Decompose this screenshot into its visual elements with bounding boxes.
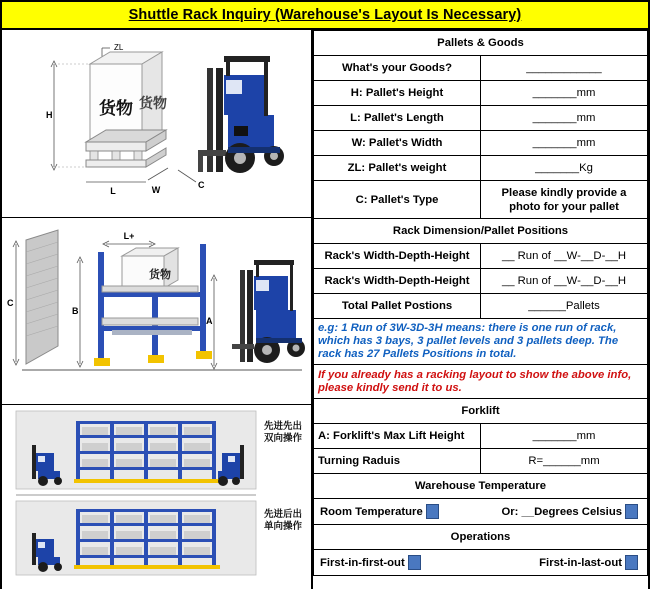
layout-request-note: If you already has a racking layout to show the above info, please kindly send it to us.: [314, 365, 648, 399]
svg-text:ZL: ZL: [114, 43, 124, 52]
svg-text:C: C: [7, 298, 14, 308]
operations-heading: Operations: [314, 525, 648, 550]
rack-dimension-heading: Rack Dimension/Pallet Positions: [314, 219, 648, 244]
turning-radius-label: Turning Raduis: [314, 449, 481, 474]
table-row: [314, 550, 648, 576]
pallet-height-label: H: Pallet's Height: [314, 81, 481, 106]
form-title-bar: [2, 2, 648, 30]
table-row: [314, 499, 648, 525]
total-pallet-positions-value[interactable]: ______Pallets: [481, 294, 648, 319]
section-header-pallets-goods: [314, 31, 648, 56]
svg-text:双向操作: 双向操作: [264, 433, 303, 444]
pallet-diagram: [2, 30, 311, 218]
room-temperature-checkbox[interactable]: [426, 504, 439, 519]
table-row: [314, 244, 648, 269]
celsius-checkbox[interactable]: [625, 504, 638, 519]
table-row: [314, 449, 648, 474]
table-row: [314, 294, 648, 319]
note-row-blue: [314, 319, 648, 365]
svg-text:C: C: [198, 180, 205, 190]
form-column: [313, 30, 648, 589]
operation-diagram: [2, 405, 311, 589]
page-title: Shuttle Rack Inquiry (Warehouse's Layout Is Necessary): [128, 7, 522, 23]
pallet-weight-label: ZL: Pallet's weight: [314, 156, 481, 181]
filo-checkbox[interactable]: [625, 555, 638, 570]
table-row: [314, 56, 648, 81]
forklift-lift-height-value[interactable]: _______mm: [481, 424, 648, 449]
inquiry-table: [313, 30, 648, 576]
svg-text:L+: L+: [123, 231, 135, 241]
table-row: [314, 156, 648, 181]
goods-value[interactable]: ____________: [481, 56, 648, 81]
total-pallet-positions-label: Total Pallet Postions: [314, 294, 481, 319]
pallets-goods-heading: Pallets & Goods: [314, 31, 648, 56]
operations-row-cell: [314, 550, 648, 576]
svg-text:货物: 货物: [99, 99, 133, 119]
pallet-weight-value[interactable]: _______Kg: [481, 156, 648, 181]
rack-diagram: [2, 218, 311, 405]
rack-example-note: e.g: 1 Run of 3W-3D-3H means: there is one run of rack, which has 3 bays, 3 pallet levels and 3 pallets deep. The rack has 27 Pallets Positions in total.: [314, 319, 648, 365]
goods-label: What's your Goods?: [314, 56, 481, 81]
section-header-temperature: [314, 474, 648, 499]
table-row: [314, 269, 648, 294]
filo-label: First-in-last-out: [539, 556, 622, 569]
illustration-column: [2, 30, 313, 589]
pallet-type-value[interactable]: Please kindly provide a photo for your pallet: [481, 181, 648, 219]
section-header-operations: [314, 525, 648, 550]
turning-radius-value[interactable]: R=______mm: [481, 449, 648, 474]
rack-dim-label-1: Rack's Width-Depth-Height: [314, 244, 481, 269]
section-header-rack-dimension: [314, 219, 648, 244]
celsius-label: Or: __Degrees Celsius: [501, 505, 622, 518]
temperature-heading: Warehouse Temperature: [314, 474, 648, 499]
svg-text:货物: 货物: [139, 96, 167, 112]
svg-text:单向操作: 单向操作: [264, 521, 303, 532]
section-header-forklift: [314, 399, 648, 424]
table-row: [314, 81, 648, 106]
svg-text:W: W: [151, 185, 161, 195]
rack-dim-label-2: Rack's Width-Depth-Height: [314, 269, 481, 294]
table-row: [314, 181, 648, 219]
room-temperature-label: Room Temperature: [320, 505, 423, 518]
fifo-label: First-in-first-out: [320, 556, 405, 569]
svg-text:货物: 货物: [149, 268, 171, 281]
svg-text:先进后出: 先进后出: [264, 509, 303, 520]
svg-text:H: H: [46, 110, 53, 120]
table-row: [314, 131, 648, 156]
table-row: [314, 106, 648, 131]
svg-text:L: L: [110, 186, 116, 196]
pallet-length-label: L: Pallet's Length: [314, 106, 481, 131]
pallet-width-value[interactable]: _______mm: [481, 131, 648, 156]
forklift-lift-height-label: A: Forklift's Max Lift Height: [314, 424, 481, 449]
svg-text:A: A: [206, 316, 213, 326]
pallet-type-label: C: Pallet's Type: [314, 181, 481, 219]
table-row: [314, 424, 648, 449]
pallet-width-label: W: Pallet's Width: [314, 131, 481, 156]
pallet-height-value[interactable]: _______mm: [481, 81, 648, 106]
forklift-heading: Forklift: [314, 399, 648, 424]
note-row-red: [314, 365, 648, 399]
svg-text:B: B: [72, 306, 79, 316]
pallet-length-value[interactable]: _______mm: [481, 106, 648, 131]
rack-dim-value-2[interactable]: __ Run of __W-__D-__H: [481, 269, 648, 294]
svg-text:先进先出: 先进先出: [264, 421, 303, 432]
temperature-row-cell: [314, 499, 648, 525]
fifo-checkbox[interactable]: [408, 555, 421, 570]
rack-dim-value-1[interactable]: __ Run of __W-__D-__H: [481, 244, 648, 269]
